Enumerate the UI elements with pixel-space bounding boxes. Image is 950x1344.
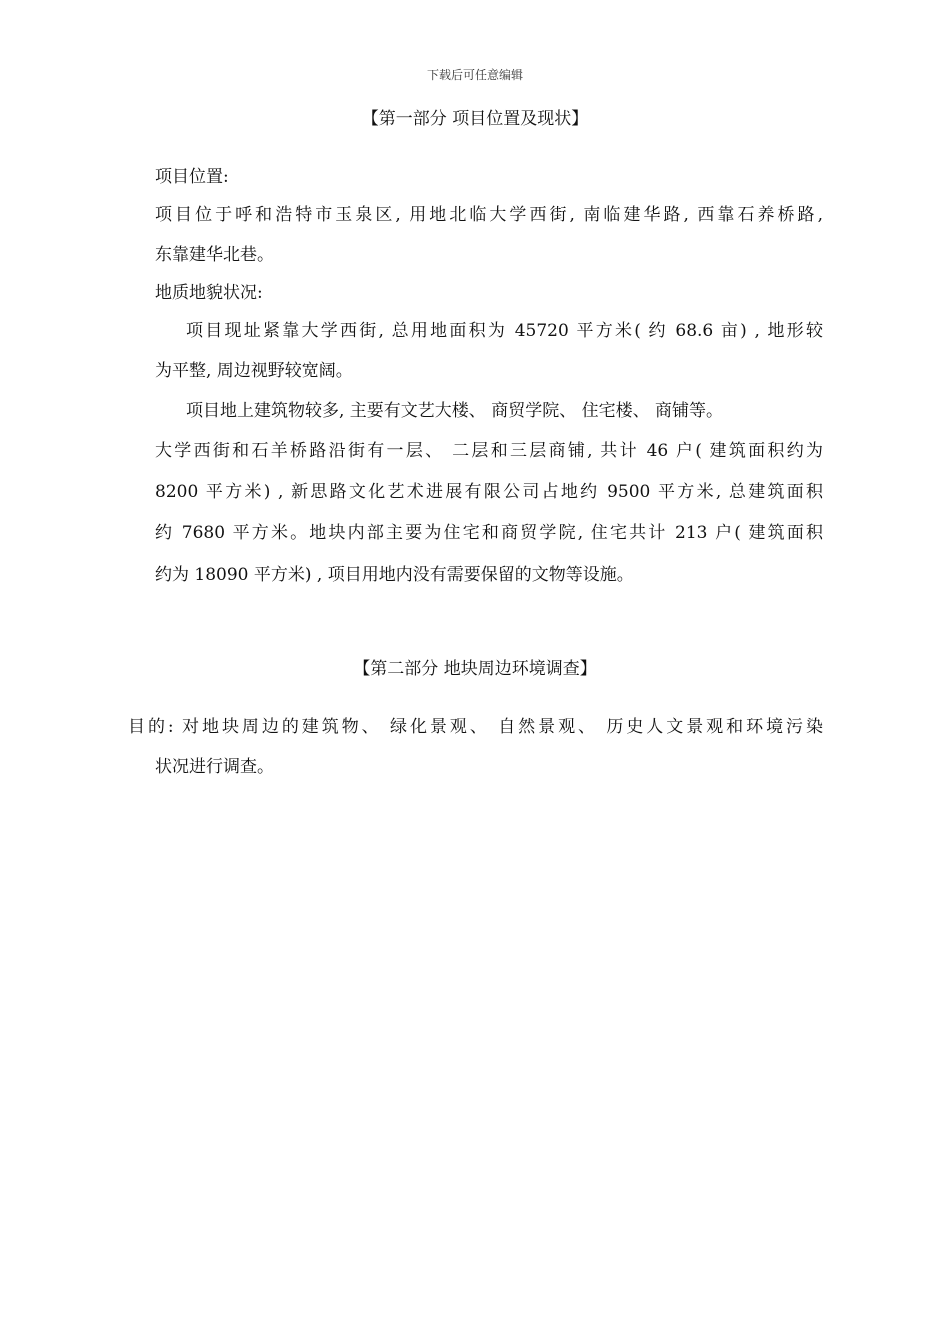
geology-label: 地质地貌状况: xyxy=(155,283,263,303)
header-note: 下载后可任意编辑 xyxy=(426,68,523,82)
para2-line-4: 约 7680 平方米。地块内部主要为住宅和商贸学院, 住宅共计 213 户( 建筑面积 xyxy=(155,523,823,543)
para2-line-2: 大学西街和石羊桥路沿街有一层、 二层和三层商铺, 共计 46 户( 建筑面积约为 xyxy=(155,441,823,461)
section-title-part2: 【第二部分 地块周边环境调查】 xyxy=(353,659,597,679)
para2-line-5: 约为 18090 平方米) , 项目用地内没有需要保留的文物等设施。 xyxy=(155,565,634,585)
para1-line-2: 为平整, 周边视野较宽阔。 xyxy=(155,361,353,381)
location-label: 项目位置: xyxy=(155,167,229,187)
para2-line-3: 8200 平方米) , 新思路文化艺术进展有限公司占地约 9500 平方米, 总建筑面积 xyxy=(155,482,823,502)
location-line-2: 东靠建华北巷。 xyxy=(155,245,274,265)
para1-line-1: 项目现址紧靠大学西街, 总用地面积为 45720 平方米( 约 68.6 亩) , 地形较 xyxy=(186,321,823,341)
para2-line-1: 项目地上建筑物较多, 主要有文艺大楼、 商贸学院、 住宅楼、 商铺等。 xyxy=(186,401,724,421)
purpose-line-1: 目的: 对地块周边的建筑物、 绿化景观、 自然景观、 历史人文景观和环境污染 xyxy=(128,717,823,737)
section-title-part1: 【第一部分 项目位置及现状】 xyxy=(361,109,589,129)
location-line-1: 项目位于呼和浩特市玉泉区, 用地北临大学西街, 南临建华路, 西靠石养桥路, xyxy=(155,205,823,225)
purpose-line-2: 状况进行调查。 xyxy=(155,757,274,777)
